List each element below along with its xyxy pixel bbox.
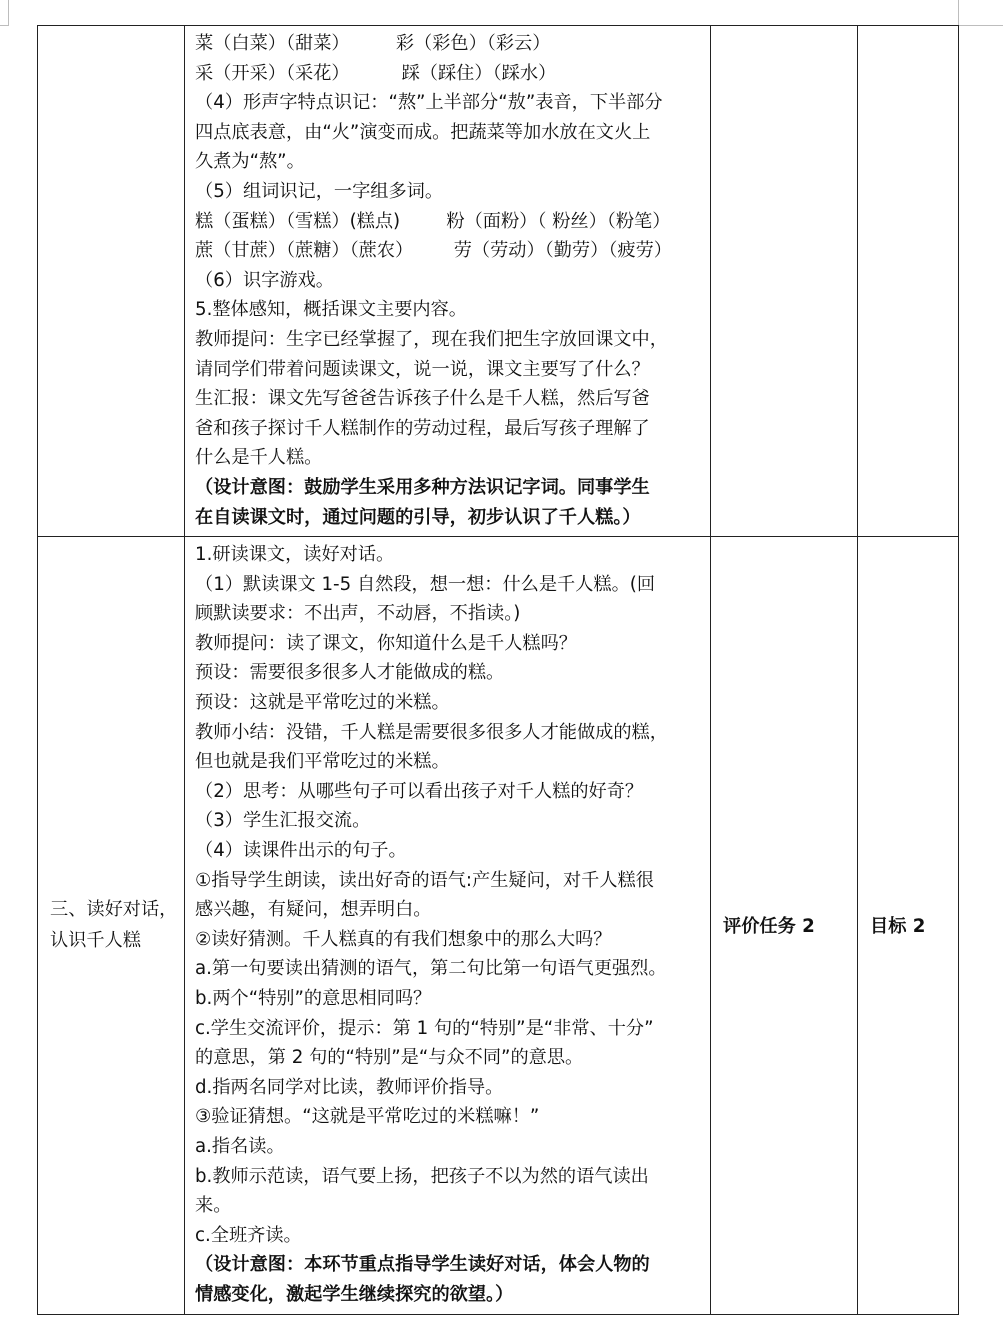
activity-cell — [185, 26, 711, 537]
content-line: b.教师示范读，语气要上扬，把孩子不以为然的语气读出 — [195, 1165, 649, 1187]
content-line: 教师小结：没错，千人糕是需要很多很多人才能做成的糕， — [195, 721, 668, 743]
page-corner-mark-left-h — [0, 25, 9, 26]
content-line: d.指两名同学对比读，教师评价指导。 — [195, 1076, 504, 1098]
content-line: 预设：需要很多很多人才能做成的糕。 — [195, 662, 505, 684]
content-line: （3）学生汇报交流。 — [195, 810, 371, 832]
content-line: 来。 — [195, 1195, 232, 1217]
activity-content — [185, 537, 710, 1313]
content-line: 爸和孩子探讨千人糕制作的劳动过程，最后写孩子理解了 — [195, 417, 650, 439]
content-line: 生汇报：课文先写爸爸告诉孩子什么是千人糕，然后写爸 — [195, 388, 650, 410]
content-line: a.指名读。 — [195, 1135, 285, 1157]
content-line: a.第一句要读出猜测的语气，第二句比第一句语气更强烈。 — [195, 958, 667, 980]
content-line: （4）读课件出示的句子。 — [195, 840, 407, 862]
content-line: 久煮为“熬”。 — [195, 151, 305, 173]
activity-cell — [185, 537, 711, 1314]
activity-content — [185, 26, 710, 536]
content-line: 糕（蛋糕）（雪糕）(糕点) 粉（面粉）（ 粉丝）（粉笔） — [195, 210, 671, 232]
content-line: 蔗（甘蔗）（蔗糖）（蔗农） 劳（劳动）（勤劳）（疲劳） — [195, 240, 672, 262]
evaluation-cell-empty — [711, 26, 858, 537]
content-line: （5）组词识记，一字组多词。 — [195, 180, 444, 202]
content-line: 的意思，第 2 句的“特别”是“与众不同”的意思。 — [195, 1047, 584, 1069]
content-line: ②读好猜测。千人糕真的有我们想象中的那么大吗？ — [195, 928, 612, 950]
content-line: 采（开采）（采花） 踩（踩住）（踩水） — [195, 62, 557, 84]
target-label: 目标 2 — [870, 916, 926, 938]
content-line: （4）形声字特点识记：“熬”上半部分“敖”表音，下半部分 — [195, 92, 663, 114]
content-line: 感兴趣，有疑问，想弄明白。 — [195, 899, 432, 921]
content-line: （1）默读课文 1-5 自然段，想一想：什么是千人糕。(回 — [195, 573, 656, 595]
content-line: 顾默读要求：不出声，不动唇，不指读。) — [195, 603, 521, 625]
target-cell-empty — [858, 26, 959, 537]
evaluation-cell — [711, 537, 858, 1314]
design-intent-line: 情感变化，激起学生继续探究的欲望。） — [195, 1283, 514, 1305]
stage-cell — [38, 537, 185, 1314]
content-line: 菜（白菜）（甜菜） 彩（彩色）（彩云） — [195, 33, 551, 54]
design-intent-line: （设计意图：鼓励学生采用多种方法识记字词。同事学生 — [195, 476, 650, 498]
stage-cell-empty — [38, 26, 185, 537]
content-line: 四点底表意，由“火”演变而成。把蔬菜等加水放在文火上 — [195, 121, 651, 143]
table-row — [38, 26, 959, 537]
evaluation-task: 评价任务 2 — [723, 916, 815, 938]
content-line: 5.整体感知，概括课文主要内容。 — [195, 299, 467, 321]
content-line: （2）思考：从哪些句子可以看出孩子对千人糕的好奇？ — [195, 780, 644, 802]
design-intent-line: （设计意图：本环节重点指导学生读好对话，体会人物的 — [195, 1254, 650, 1276]
content-line: 1.研读课文，读好对话。 — [195, 544, 395, 566]
content-line: 什么是千人糕。 — [195, 447, 323, 469]
page-corner-mark-left — [8, 0, 9, 26]
stage-title-line2: 认识千人糕 — [50, 930, 141, 952]
stage-title-line1: 三、读好对话， — [50, 899, 178, 921]
content-line: 预设：这就是平常吃过的米糕。 — [195, 692, 450, 714]
content-line: （6）识字游戏。 — [195, 269, 334, 291]
content-line: 教师提问：读了课文，你知道什么是千人糕吗？ — [195, 632, 577, 654]
content-line: c.全班齐读。 — [195, 1224, 302, 1246]
lesson-plan-table — [37, 25, 959, 1315]
content-line: b.两个“特别”的意思相同吗？ — [195, 988, 432, 1009]
page-corner-mark-right-h — [958, 25, 1003, 26]
content-line: c.学生交流评价，提示：第 1 句的“特别”是“非常、十分” — [195, 1017, 654, 1039]
table-row — [38, 537, 959, 1314]
design-intent-line: 在自读课文时，通过问题的引导，初步认识了千人糕。） — [195, 506, 641, 528]
content-line: ①指导学生朗读，读出好奇的语气:产生疑问，对千人糕很 — [195, 869, 654, 891]
content-line: 请同学们带着问题读课文，说一说，课文主要写了什么？ — [195, 358, 650, 380]
content-line: 教师提问：生字已经掌握了，现在我们把生字放回课文中， — [195, 328, 668, 350]
content-line: 但也就是我们平常吃过的米糕。 — [195, 751, 450, 773]
page-corner-mark-right — [958, 0, 959, 26]
content-line: ③验证猜想。“这就是平常吃过的米糕嘛！” — [195, 1106, 540, 1128]
target-cell — [858, 537, 959, 1314]
